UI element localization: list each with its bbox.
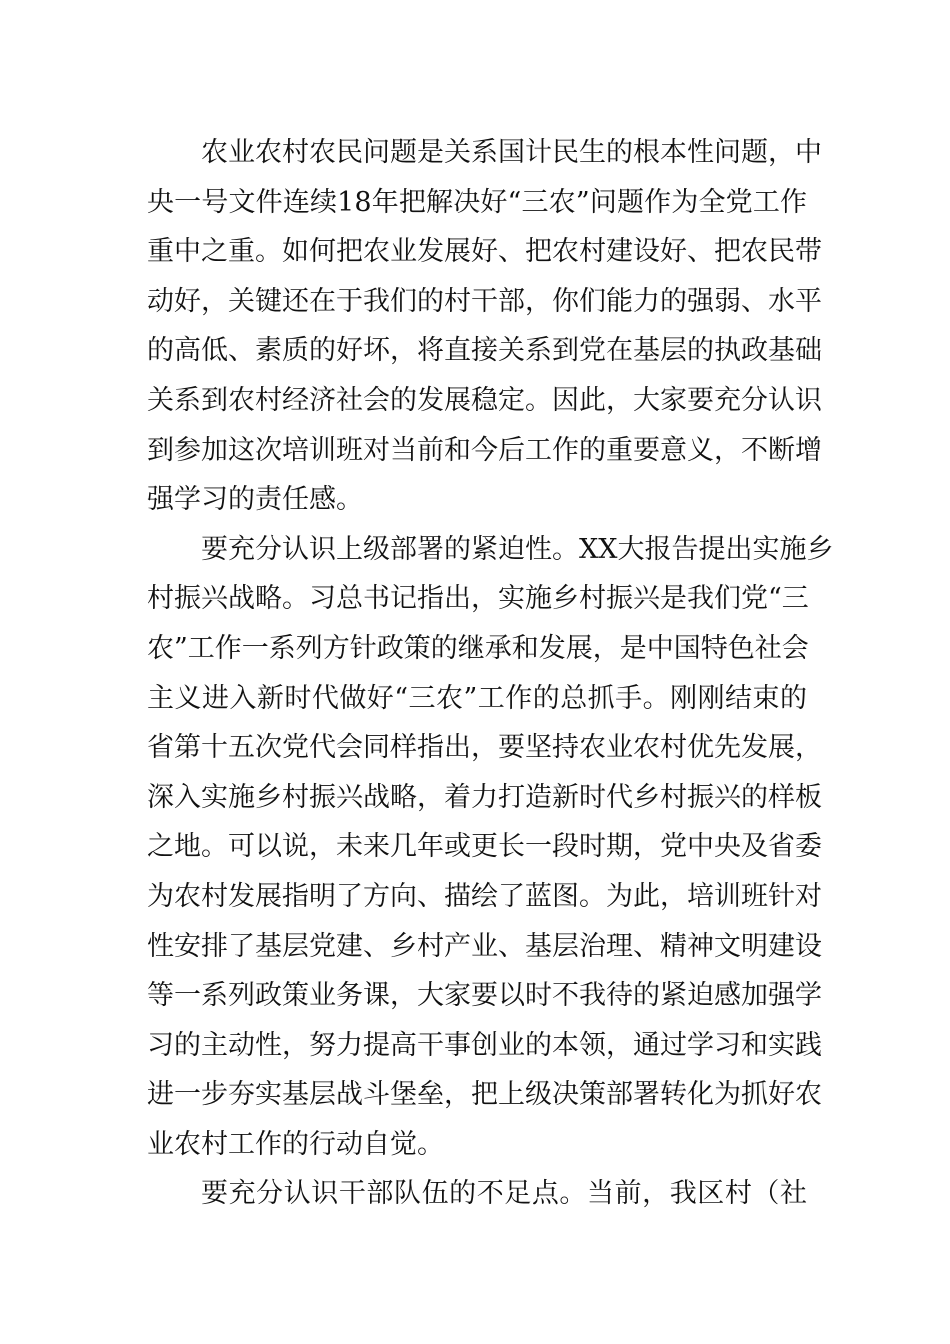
paragraph-line: 要充分认识上级部署的紧迫性。XX大报告提出实施乡 [201,533,834,565]
document-body [147,128,834,1219]
paragraph-line: 农”工作一系列方针政策的继承和发展，是中国特色社会 [147,632,809,664]
paragraph-line: 动好，关键还在于我们的村干部，你们能力的强弱、水平 [147,285,822,317]
paragraph-line: 为农村发展指明了方向、描绘了蓝图。为此，培训班针对 [147,880,822,912]
paragraph-line: 等一系列政策业务课，大家要以时不我待的紧迫感加强学 [147,980,822,1012]
paragraph-2 [147,525,834,1170]
paragraph-line: 的高低、素质的好坏，将直接关系到党在基层的执政基础 [147,335,822,367]
paragraph-line: 农业农村农民问题是关系国计民生的根本性问题，中 [201,137,822,168]
paragraph-line: 主义进入新时代做好“三农”工作的总抓手。刚刚结束的 [147,682,807,714]
paragraph-line: 业农村工作的行动自觉。 [147,1128,444,1160]
paragraph-line: 央一号文件连续18年把解决好“三农”问题作为全党工作 [147,186,807,218]
paragraph-line: 之地。可以说，未来几年或更长一段时期，党中央及省委 [147,831,822,863]
paragraph-line: 要充分认识干部队伍的不足点。当前，我区村（社 [201,1178,807,1210]
paragraph-line: 进一步夯实基层战斗堡垒，把上级决策部署转化为抓好农 [147,1079,822,1111]
paragraph-3 [147,1169,807,1219]
paragraph-1 [147,128,822,525]
paragraph-line: 省第十五次党代会同样指出，要坚持农业农村优先发展， [147,732,822,764]
paragraph-line: 村振兴战略。习总书记指出，实施乡村振兴是我们党“三 [147,583,809,615]
paragraph-line: 强学习的责任感。 [147,484,363,516]
paragraph-line: 关系到农村经济社会的发展稳定。因此，大家要充分认识 [147,384,822,416]
paragraph-line: 习的主动性，努力提高干事创业的本领，通过学习和实践 [147,1029,822,1061]
paragraph-line: 到参加这次培训班对当前和今后工作的重要意义，不断增 [147,434,822,466]
paragraph-line: 性安排了基层党建、乡村产业、基层治理、精神文明建设 [147,930,822,962]
paragraph-line: 深入实施乡村振兴战略，着力打造新时代乡村振兴的样板 [147,781,822,813]
paragraph-line: 重中之重。如何把农业发展好、把农村建设好、把农民带 [147,236,822,268]
